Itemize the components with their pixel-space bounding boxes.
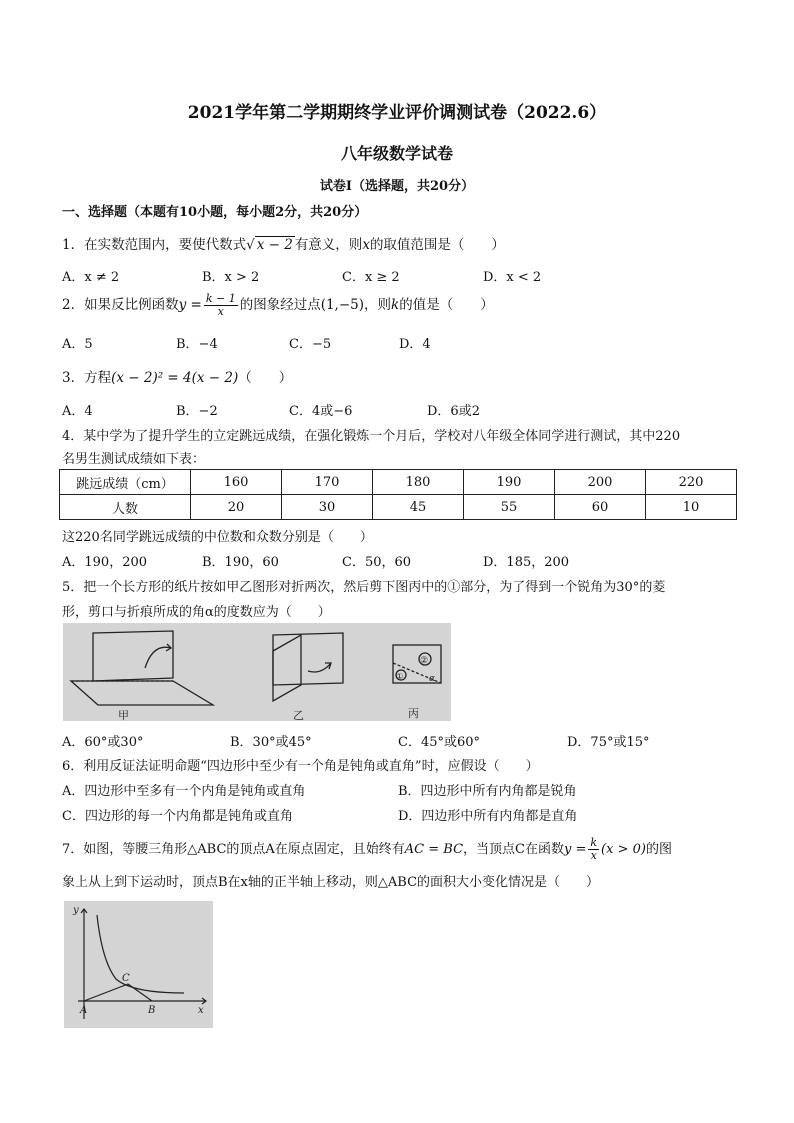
figure-label-yi: 乙 [293,709,304,721]
point-label-c: C [122,973,130,984]
q7-eq: AC = BC [404,842,464,857]
q1-var: x [362,237,370,253]
q1-option-b[interactable]: B．x > 2 [202,270,260,285]
coordinate-graph [64,901,213,1028]
q1-text-b: 有意义，则 [294,237,363,253]
table-cell: 170 [282,470,373,495]
q1-option-d[interactable]: D．x < 2 [483,270,542,285]
q5-option-c[interactable]: C．45°或60° [398,735,481,750]
q2-denominator: x [217,305,224,318]
table-cell: 10 [646,495,737,520]
fold-rect-yi-back [273,633,343,685]
q3-option-d[interactable]: D．6或2 [427,404,480,419]
fold-rect-yi-side [273,635,301,701]
figure-label-circle-2: ② [420,656,429,666]
q2-text-a: 2．如果反比例函数 [62,297,179,313]
question-6-stem: 6．利用反证法证明命题“四边形中至少有一个角是钝角或直角”时，应假设（ ） [62,759,539,774]
q4-option-c[interactable]: C．50，60 [342,555,412,570]
q3-option-c[interactable]: C．4或−6 [289,404,353,419]
q1-text-a: 1．在实数范围内，要使代数式 [62,237,247,253]
q3-option-b[interactable]: B．−2 [176,404,218,419]
question-2-stem [62,293,494,318]
q3-equation: (x − 2)² = 4(x − 2) [111,370,239,386]
figure-label-jia: 甲 [118,709,129,721]
table-cell: 190 [464,470,555,495]
axis-label-y: y [73,905,79,916]
q2-text-d: 的值是（ ） [399,297,494,313]
table-cell: 45 [373,495,464,520]
q1-option-a[interactable]: A．x ≠ 2 [62,270,120,285]
q3-option-a[interactable]: A．4 [62,404,93,419]
q7-fraction [588,837,599,862]
score-table [59,469,737,520]
table-cell: 200 [555,470,646,495]
question-4-stem-line1: 4．某中学为了提升学生的立定跳远成绩，在强化锻炼一个月后，学校对八年级全体同学进行测试，其中220 [62,429,681,444]
table-cell: 55 [464,495,555,520]
segment-cb [128,984,152,1001]
q4-option-b[interactable]: B．190，60 [202,555,279,570]
segment-ac [84,984,128,1001]
point-label-a: A [80,1005,88,1016]
q3-text-a: 3．方程 [62,370,112,386]
q5-option-b[interactable]: B．30°或45° [230,735,312,750]
table-cell: 180 [373,470,464,495]
q2-fraction [204,293,238,318]
figure-label-circle-1: ① [396,672,404,681]
q7-lhs: y = [563,842,587,857]
q7-numerator: k [590,836,598,849]
question-7-stem-line2: 象上从上到下运动时，顶点B在x轴的正半轴上移动，则△ABC的面积大小变化情况是（ ） [62,875,600,890]
section-heading: 一、选择题（本题有10小题，每小题2分，共20分） [62,205,368,220]
axis-label-x: x [198,1005,204,1016]
q2-point: (1,−5) [320,297,365,313]
q2-option-c[interactable]: C．−5 [289,337,332,352]
fold-arrow-icon [308,663,331,672]
question-1-stem [62,233,505,253]
hyperbola-curve [97,915,184,993]
table-cell: 160 [191,470,282,495]
exam-subtitle: 八年级数学试卷 [340,144,453,163]
q7-text-c: 的图 [645,842,672,857]
q5-option-a[interactable]: A．60°或30° [62,735,144,750]
paper-folding-diagram [63,623,451,721]
q7-figure [64,901,213,1028]
q5-figure [63,623,451,721]
figure-label-alpha: α [429,674,436,684]
table-cell: 220 [646,470,737,495]
q5-option-d[interactable]: D．75°或15° [567,735,650,750]
q2-option-a[interactable]: A．5 [62,337,93,352]
q2-numerator: k − 1 [205,292,236,305]
paper-part-heading: 试卷Ⅰ（选择题，共20分） [319,179,475,194]
q2-text-b: 的图象经过点 [239,297,321,313]
fold-rect-jia-back [93,631,173,681]
table-cell: 60 [555,495,646,520]
q1-radicand: x − 2 [256,237,293,253]
q1-text-c: 的取值范围是（ ） [369,237,505,253]
question-3-stem [62,366,292,386]
table-cell: 人数 [60,495,191,520]
table-row [60,470,737,495]
table-cell: 20 [191,495,282,520]
q4-option-d[interactable]: D．185，200 [483,555,570,570]
q3-text-b: （ ） [238,370,293,386]
question-4-stem-after: 这220名同学跳远成绩的中位数和众数分别是（ ） [62,530,373,545]
table-cell: 30 [282,495,373,520]
q7-text-b: ，当顶点C在函数 [463,842,564,857]
q2-var: k [391,297,400,313]
q7-condition: (x > 0) [601,842,646,857]
question-4-stem-line2: 名男生测试成绩如下表： [62,452,206,467]
table-cell: 跳远成绩（cm） [60,470,191,495]
q2-text-c: ，则 [364,297,392,313]
point-label-b: B [148,1005,156,1016]
question-5-stem-line2: 形，剪口与折痕所成的角α的度数应为（ ） [62,605,331,620]
sqrt-symbol: √ [246,237,255,253]
q6-option-d[interactable]: D．四边形中所有内角都是直角 [398,809,578,824]
figure-label-bing: 丙 [408,707,419,720]
table-row [60,495,737,520]
q2-lhs: y = [178,297,202,313]
exam-title: 2021学年第二学期期终学业评价调测试卷（2022.6） [187,103,607,123]
question-7-stem-line1 [62,837,672,862]
q6-option-c[interactable]: C．四边形的每一个内角都是钝角或直角 [62,809,293,824]
q2-option-d[interactable]: D．4 [399,337,431,352]
q4-option-a[interactable]: A．190，200 [62,555,148,570]
q7-text-a: 7．如图，等腰三角形△ABC的顶点A在原点固定，且始终有 [62,842,405,857]
q1-option-c[interactable]: C．x ≥ 2 [342,270,400,285]
q6-option-a[interactable]: A．四边形中至多有一个内角是钝角或直角 [62,784,306,799]
q7-denominator: x [590,849,597,862]
question-5-stem-line1: 5．把一个长方形的纸片按如甲乙图形对折两次，然后剪下图丙中的①部分，为了得到一个锐角为30°的菱 [62,580,666,595]
q6-option-b[interactable]: B．四边形中所有内角都是锐角 [398,784,577,799]
q2-option-b[interactable]: B．−4 [176,337,218,352]
fold-rect-jia-front [71,681,213,705]
